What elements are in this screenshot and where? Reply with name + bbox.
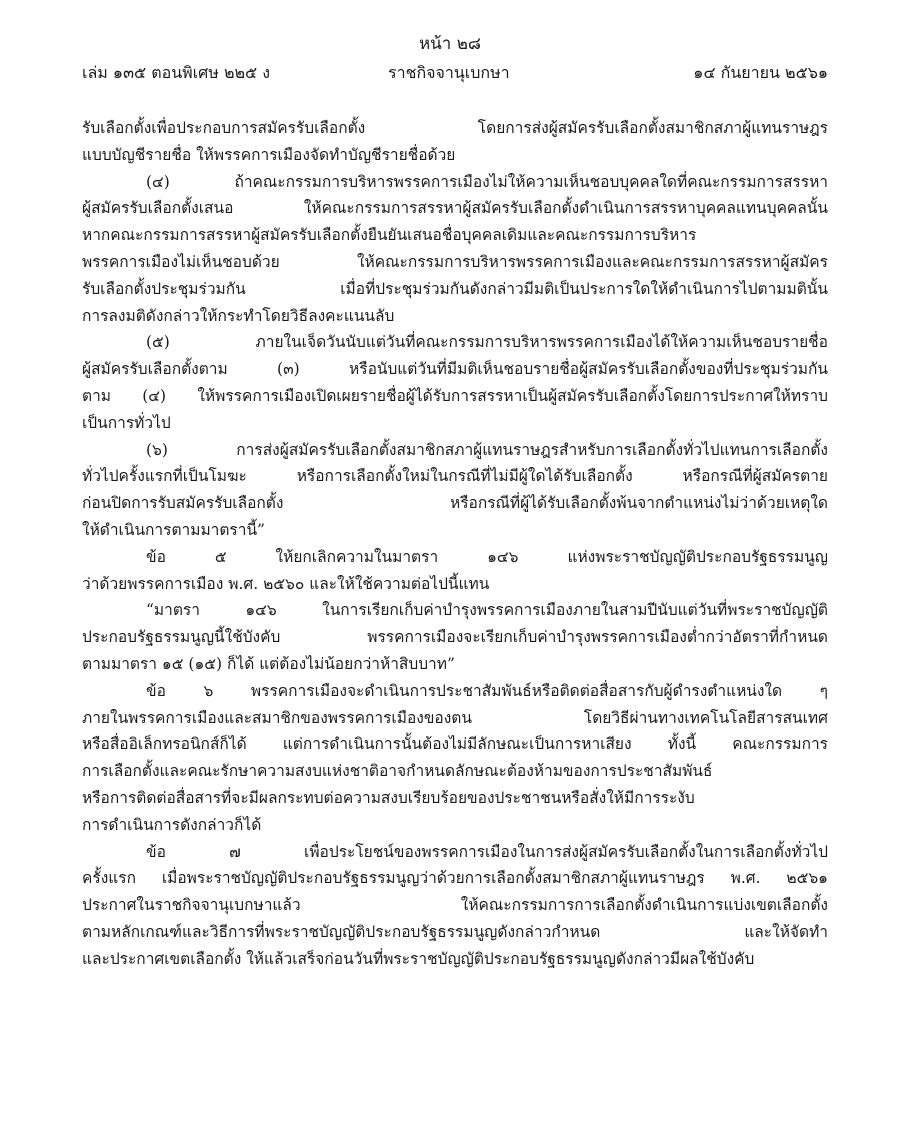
text-line: ผู้สมัครรับเลือกตั้งเสนอ ให้คณะกรรมการสรรหาผู้สมัครรับเลือกตั้งดำเนินการสรรหาบุคคลแทนบุคคลนั้น bbox=[82, 199, 828, 218]
text-line: ภายในพรรคการเมืองและสมาชิกของพรรคการเมืองของตน โดยวิธีผ่านทางเทคโนโลยีสารสนเทศ bbox=[82, 708, 828, 727]
paragraph-section-146 bbox=[82, 597, 828, 677]
text-line: การดำเนินการดังกล่าวก็ได้ bbox=[82, 815, 262, 834]
paragraph-clause-5 bbox=[82, 544, 828, 598]
text-line: หากคณะกรรมการสรรหาผู้สมัครรับเลือกตั้งยืนยันเสนอชื่อบุคคลเดิมและคณะกรรมการบริหาร bbox=[82, 226, 697, 245]
document-body bbox=[82, 115, 828, 973]
text-line: พรรคการเมืองไม่เห็นชอบด้วย ให้คณะกรรมการบริหารพรรคการเมืองและคณะกรรมการสรรหาผู้สมัคร bbox=[82, 252, 828, 271]
text-line: ประกาศในราชกิจจานุเบกษาแล้ว ให้คณะกรรมการการเลือกตั้งดำเนินการแบ่งเขตเลือกตั้ง bbox=[82, 896, 828, 915]
text-line: ก่อนปิดการรับสมัครรับเลือกตั้ง หรือกรณีที่ผู้ได้รับเลือกตั้งพ้นจากตำแหน่งไม่ว่าด้วยเหตุใด bbox=[82, 494, 828, 513]
text-line: หรือสื่ออิเล็กทรอนิกส์ก็ได้ แต่การดำเนินการนั้นต้องไม่มีลักษณะเป็นการหาเสียง ทั้งนี้ คณะกรรมการ bbox=[82, 735, 828, 754]
paragraph-clause-7 bbox=[82, 839, 828, 973]
publication-name: ราชกิจจานุเบกษา bbox=[388, 63, 510, 82]
text-line: การลงมติดังกล่าวให้กระทำโดยวิธีลงคะแนนลับ bbox=[82, 306, 395, 325]
paragraph-clause-6 bbox=[82, 678, 828, 839]
text-line: การเลือกตั้งและคณะรักษาความสงบแห่งชาติอาจกำหนดลักษณะต้องห้ามของการประชาสัมพันธ์ bbox=[82, 762, 713, 781]
text-line: เป็นการทั่วไป bbox=[82, 413, 171, 432]
text-line: หรือการติดต่อสื่อสารที่จะมีผลกระทบต่อความสงบเรียบร้อยของประชาชนหรือสั่งให้มีการระงับ bbox=[82, 788, 695, 807]
text-line: รับเลือกตั้งประชุมร่วมกัน เมื่อที่ประชุมร่วมกันดังกล่าวมีมติเป็นประการใดให้ดำเนินการไปตามมตินั้น bbox=[82, 279, 828, 298]
text-line: ครั้งแรก เมื่อพระราชบัญญัติประกอบรัฐธรรมนูญว่าด้วยการเลือกตั้งสมาชิกสภาผู้แทนราษฎร พ.ศ. ๒๕๖๑ bbox=[82, 869, 828, 888]
text-line: ตามมาตรา ๑๕ (๑๕) ก็ได้ แต่ต้องไม่น้อยกว่าห้าสิบบาท” bbox=[82, 654, 455, 673]
paragraph-item-6 bbox=[82, 437, 828, 544]
paragraph-item-5 bbox=[82, 329, 828, 436]
text-line: ประกอบรัฐธรรมนูญนี้ใช้บังคับ พรรคการเมืองจะเรียกเก็บค่าบำรุงพรรคการเมืองต่ำกว่าอัตราที่กำหนด bbox=[82, 628, 828, 647]
text-line: ทั่วไปครั้งแรกที่เป็นโมฆะ หรือการเลือกตั้งใหม่ในกรณีที่ไม่มีผู้ใดได้รับเลือกตั้ง หรือกรณีที่ผู้สมัครตาย bbox=[82, 467, 828, 486]
text-line: ข้อ ๕ ให้ยกเลิกความในมาตรา ๑๔๖ แห่งพระราชบัญญัติประกอบรัฐธรรมนูญ bbox=[146, 547, 828, 566]
text-line: ผู้สมัครรับเลือกตั้งตาม (๓) หรือนับแต่วันที่มีมติเห็นชอบรายชื่อผู้สมัครรับเลือกตั้งของที่ประชุมร่วมกัน bbox=[82, 360, 828, 379]
text-line: รับเลือกตั้งเพื่อประกอบการสมัครรับเลือกตั้ง โดยการส่งผู้สมัครรับเลือกตั้งสมาชิกสภาผู้แทนราษฎร bbox=[82, 119, 828, 137]
publication-date: ๑๔ กันยายน ๒๕๖๑ bbox=[693, 63, 828, 82]
page-number: หน้า ๒๘ bbox=[418, 34, 482, 54]
text-line: และประกาศเขตเลือกตั้ง ให้แล้วเสร็จก่อนวันที่พระราชบัญญัติประกอบรัฐธรรมนูญดังกล่าวมีผลใช้บังคับ bbox=[82, 949, 755, 968]
text-line: ข้อ ๗ เพื่อประโยชน์ของพรรคการเมืองในการส่งผู้สมัครรับเลือกตั้งในการเลือกตั้งทั่วไป bbox=[146, 842, 828, 861]
text-line: “มาตรา ๑๔๖ ในการเรียกเก็บค่าบำรุงพรรคการเมืองภายในสามปีนับแต่วันที่พระราชบัญญัติ bbox=[146, 601, 828, 620]
page-header bbox=[82, 62, 828, 84]
text-line: ข้อ ๖ พรรคการเมืองจะดำเนินการประชาสัมพันธ์หรือติดต่อสื่อสารกับผู้ดำรงตำแหน่งใด ๆ bbox=[146, 681, 828, 700]
volume-issue: เล่ม ๑๓๕ ตอนพิเศษ ๒๒๕ ง bbox=[82, 63, 271, 82]
text-line: ให้ดำเนินการตามมาตรานี้” bbox=[82, 520, 265, 539]
text-line: ตามหลักเกณฑ์และวิธีการที่พระราชบัญญัติประกอบรัฐธรรมนูญดังกล่าวกำหนด และให้จัดทำ bbox=[82, 922, 828, 941]
text-line: (๕) ภายในเจ็ดวันนับแต่วันที่คณะกรรมการบริหารพรรคการเมืองได้ให้ความเห็นชอบรายชื่อ bbox=[146, 333, 828, 352]
text-line: (๔) ถ้าคณะกรรมการบริหารพรรคการเมืองไม่ให้ความเห็นชอบบุคคลใดที่คณะกรรมการสรรหา bbox=[146, 172, 828, 191]
text-line: (๖) การส่งผู้สมัครรับเลือกตั้งสมาชิกสภาผู้แทนราษฎรสำหรับการเลือกตั้งทั่วไปแทนการเลือกตั้ง bbox=[146, 440, 828, 459]
text-line: แบบบัญชีรายชื่อ ให้พรรคการเมืองจัดทำบัญชีรายชื่อด้วย bbox=[82, 145, 456, 164]
text-line: ว่าด้วยพรรคการเมือง พ.ศ. ๒๕๖๐ และให้ใช้ความต่อไปนี้แทน bbox=[82, 574, 490, 593]
text-line: ตาม (๔) ให้พรรคการเมืองเปิดเผยรายชื่อผู้ได้รับการสรรหาเป็นผู้สมัครรับเลือกตั้งโดยการประกาศให้ทราบ bbox=[82, 386, 828, 405]
paragraph-item-4 bbox=[82, 169, 828, 330]
paragraph-continuation bbox=[82, 115, 828, 169]
